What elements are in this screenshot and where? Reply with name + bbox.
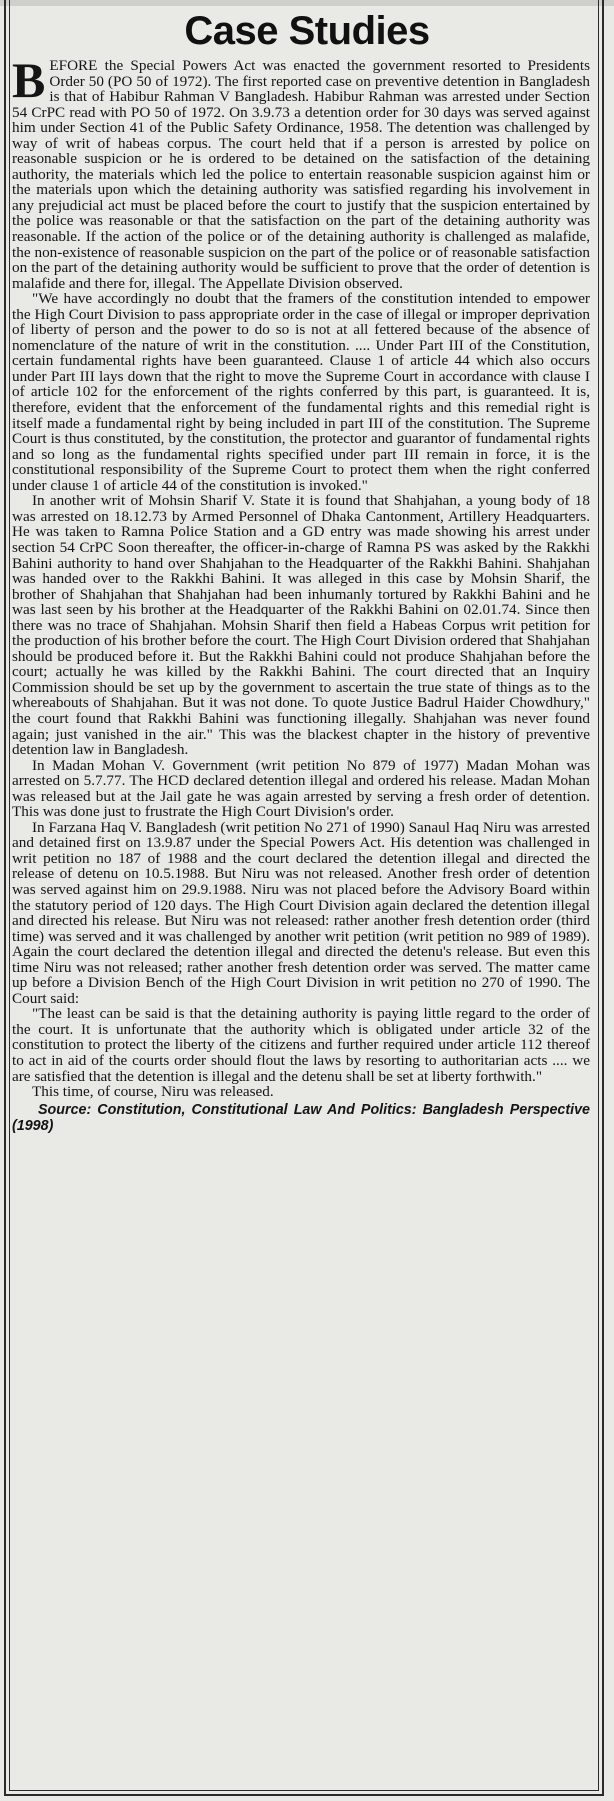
source-text: Source: Constitution, Constitutional Law And Politics: Bangladesh Perspective (1998) (12, 1101, 590, 1134)
drop-cap: B (12, 52, 46, 108)
article-paragraph-7: This time, of course, Niru was released. (32, 1083, 274, 1101)
article-paragraph-3: In another writ of Mohsin Sharif V. State it is found that Shahjahan, a young body of 18 was arrested on 18.12.73 by Armed Personnel of Dhaka Cantonment, Artillery Headquarters. He was taken to Ramna Police Station and a GD entry was made showing his arrest under section 54 CrPC Soon thereafter, the officer-in-charge of Ramna PS was asked by the Rakkhi Bahini authority to hand over Shahjahan to the Headquarter of the Rakkhi Bahini. Shahjahan was handed over to the Rakkhi Bahini. It was alleged in this case by Mohsin Sharif, the brother of Shahjahan that Shahjahan had been inhumanly tortured by Rakkhi Bahini and he was last seen by his brother at the Headquarter of the Rakkhi Bahini on 02.01.74. Since then there was no trace of Shahjahan. Mohsin Sharif then field a Habeas Corpus writ petition for the production of his brother before the court. The High Court Division ordered that Shahjahan should be produced before it. But the Rakkhi Bahini could not produce Shahjahan before the court; actually he was killed by the Rakkhi Bahini. The court directed that an Inquiry Commission should be set up by the government to ascertain the true state of things as to the whereabouts of Shahjahan. But it was not done. To quote Justice Badrul Haider Chowdhury," the court found that Rakkhi Bahini was functioning illegally. Shahjahan was never found again; just vanished in the air." This was the blackest chapter in the history of preventive detention law in Bangladesh. (12, 492, 590, 759)
article-paragraph-6: "The least can be said is that the detaining authority is paying little regard to the order of the court. It is unfortunate that the authority which is obligated under article 32 of the constitution to protect the liberty of the citizens and further required under article 112 thereof to act in aid of the courts order should flout the laws by resorting to authoritarian acts .... we are satisfied that the detention is illegal and the detenu shall be set at liberty forthwith." (12, 1005, 590, 1085)
paragraph-1-text: EFORE the Special Powers Act was enacted the government resorted to Presidents Order 50 (PO 50 of 1972). The first reported case on preventive detention in Bangladesh is that of Habibur Rahman V Bangladesh. Habibur Rahman was arrested under Section 54 CrPC read with PO 50 of 1972. On 3.9.73 a detention order for 30 days was served against him under Section 41 of the Public Safety Ordinance, 1958. The detention was challenged by way of writ of habeas corpus. The court held that if a person is arrested by police on reasonable suspicion or he is ordered to be detained on the satisfaction of the detaining authority, the materials which led the police to entertain reasonable suspicion against him or the materials upon which the detaining authority was satisfied regarding his involvement in any prejudicial act must be placed before the court to justify that the suspicion entertained by the police was reasonable or that the satisfaction on the part of the detaining authority was reasonable. If the action of the police or of the detaining authority is challenged as malafide, the non-existence of reasonable suspicion on the part of the police or of reasonable satisfaction on the part of the detaining authority would be sufficient to prove that the order of detention is malafide and there for, illegal. The Appellate Division observed. (12, 57, 590, 292)
article-paragraph-5: In Farzana Haq V. Bangladesh (writ petition No 271 of 1990) Sanaul Haq Niru was arrested and detained first on 13.9.87 under the Special Powers Act. His detention was challenged in writ petition no 187 of 1988 and the court declared the detention illegal and directed the release of detenu on 10.5.1988. But Niru was not released. Another fresh order of detention was served against him on 29.9.1988. Niru was not placed before the Advisory Board within the statutory period of 120 days. The High Court Division again declared the detention illegal and directed his release. But Niru was not released: rather another fresh detention order (third time) was served and it was challenged by another writ petition (writ petition no 989 of 1989). Again the court declared the detention illegal and directed the detenu's release. But even this time Niru was not released; rather another fresh detention order was served. The matter came up before a Division Bench of the High Court Division in writ petition no 270 of 1990. The Court said: (12, 818, 590, 1007)
source-citation (12, 1102, 590, 1134)
article-body (12, 52, 590, 1134)
article-title: Case Studies (184, 9, 430, 53)
article-paragraph-1 (12, 52, 590, 292)
article-paragraph-4: In Madan Mohan V. Government (writ petition No 879 of 1977) Madan Mohan was arrested on 5.7.77. The HCD declared detention illegal and ordered his release. Madan Mohan was released but at the Jail gate he was again arrested by serving a fresh order of detention. This was done just to frustrate the High Court Division's order. (12, 756, 590, 821)
article-paragraph-2: "We have accordingly no doubt that the framers of the constitution intended to empower the High Court Division to pass appropriate order in the case of illegal or improper deprivation of liberty of person and the power to do so is not at all fettered because of the absence of nomenclature of the nature of writ in the constitution. .... Under Part III of the Constitution, certain fundamental rights have been guaranteed. Clause 1 of article 44 which also occurs under Part III lays down that the right to move the Supreme Court in accordance with clause I of article 102 for the enforcement of the rights conferred by this part, is guaranteed. It is, therefore, evident that the enforcement of the fundamental rights and this remedial right is itself made a fundamental right by being included in part III of the constitution. The Supreme Court is thus constituted, by the constitution, the protector and guarantor of fundamental rights and so long as the fundamental rights specified under part III remain in force, it is the constitutional responsibility of the Supreme Court to protect them when the right conferred under clause 1 of article 44 of the constitution is invoked." (12, 290, 590, 494)
